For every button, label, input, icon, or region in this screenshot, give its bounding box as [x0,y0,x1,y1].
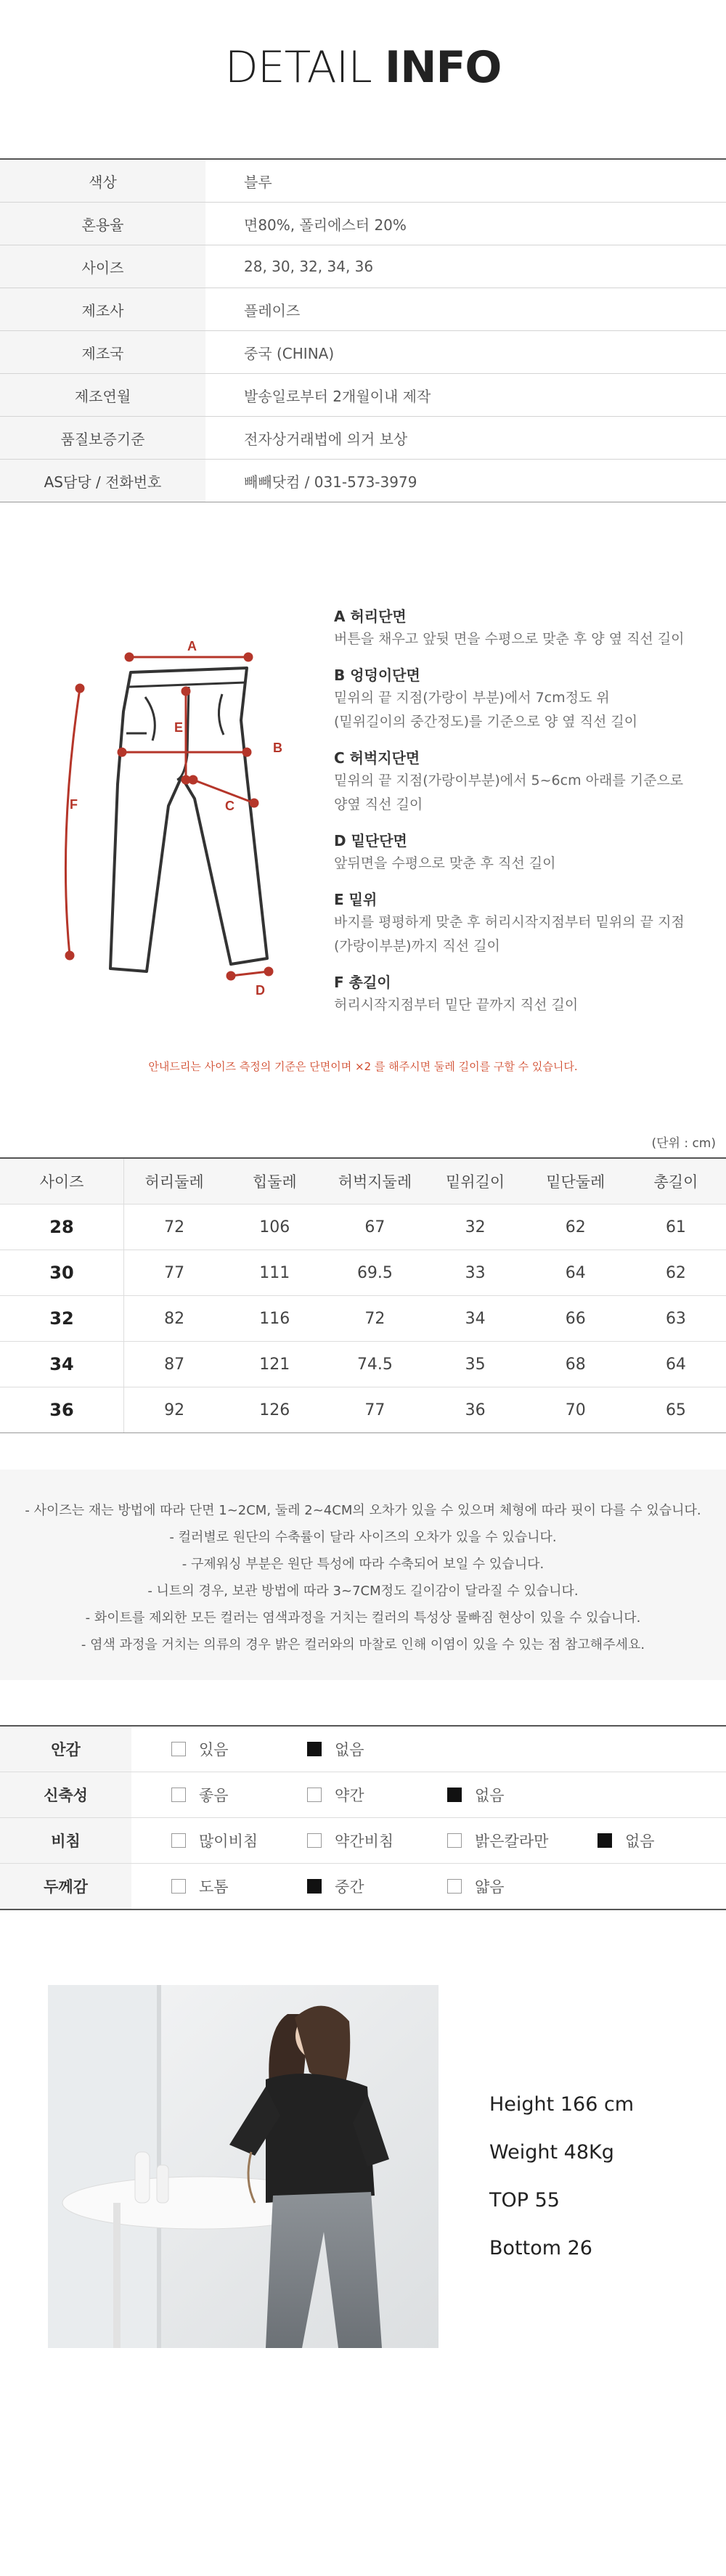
value-cell: 126 [259,1401,290,1419]
measure-desc: 양옆 직선 길이 [334,796,423,812]
value-cell: 92 [164,1401,185,1419]
checkbox-icon [171,1742,186,1756]
spec-key: 제조국 [0,331,205,373]
page-title [0,42,726,93]
notice-item: - 화이트를 제외한 모든 컬러는 염색과정을 거치는 컬러의 특성상 물빠짐 현상이 있을 수 있습니다. [85,1610,641,1626]
header-cell: 밑단둘레 [546,1173,605,1191]
model-info [489,2081,634,2273]
option-label: 밝은칼라만 [475,1833,549,1850]
checkbox-icon [171,1833,186,1848]
option-label: 도톰 [199,1878,229,1896]
table-row [0,1387,726,1433]
checkbox-checked-icon [597,1833,612,1848]
measure-item [334,664,711,734]
feel-row-sheer [0,1818,726,1864]
checkbox-icon [171,1788,186,1802]
size-cell: 36 [0,1387,124,1432]
measure-desc: 바지를 평평하게 맞춘 후 허리시작지점부터 밑위의 끝 지점 [334,914,685,930]
notice-item: - 컬러별로 원단의 수축률이 달라 사이즈의 오차가 있을 수 있습니다. [169,1530,557,1545]
diagram-label-f: F [70,797,78,812]
model-photo-illustration [48,1985,439,2348]
value-cell: 68 [565,1355,586,1374]
checkbox-checked-icon [307,1879,322,1894]
notice-item: - 사이즈는 재는 방법에 따라 단면 1~2CM, 둘레 2~4CM의 오차가 있을 수 있으며 체형에 따라 핏이 다를 수 있습니다. [25,1503,701,1518]
option-label: 좋음 [199,1787,229,1804]
value-cell: 87 [164,1355,185,1374]
table-row [0,1205,726,1250]
spec-value: 면80%, 폴리에스터 20% [244,216,407,234]
checkbox-icon [171,1879,186,1894]
checkbox-icon [447,1833,462,1848]
notice-item: - 구제워싱 부분은 원단 특성에 따라 수축되어 보일 수 있습니다. [182,1557,544,1572]
measure-desc: 앞뒤면을 수평으로 맞춘 후 직선 길이 [334,855,556,871]
value-cell: 66 [565,1309,586,1328]
value-cell: 116 [259,1309,290,1328]
checkbox-icon [307,1788,322,1802]
value-cell: 77 [364,1401,386,1419]
feel-option [447,1864,505,1909]
size-table-header [0,1159,726,1205]
header-cell: 총길이 [653,1173,698,1191]
feel-option [307,1727,364,1772]
measure-item [334,971,711,1017]
feel-key: 비침 [0,1818,131,1863]
spec-key: AS담당 / 전화번호 [0,460,205,502]
checkbox-icon [447,1879,462,1894]
measure-title: C 허벅지단면 [334,749,420,767]
spec-key: 제조연월 [0,374,205,416]
value-cell: 64 [565,1263,586,1282]
spec-key: 제조사 [0,288,205,330]
measure-title: F 총길이 [334,974,391,991]
feel-row-thickness [0,1864,726,1910]
notice-item: - 염색 과정을 거치는 의류의 경우 밝은 컬러와의 마찰로 인해 이염이 있을 수 있는 점 참고해주세요. [81,1637,645,1652]
spec-row [0,288,726,331]
title-light: DETAIL [224,42,385,93]
diagram-label-b: B [273,741,282,755]
measure-title: A 허리단면 [334,608,407,625]
value-cell: 74.5 [356,1355,393,1374]
option-label: 없음 [475,1787,505,1804]
spec-row [0,374,726,417]
measurement-guide [334,606,711,1030]
feel-key: 신축성 [0,1772,131,1817]
value-cell: 70 [565,1401,586,1419]
model-top-size: TOP 55 [489,2189,560,2212]
feel-key: 두께감 [0,1864,131,1909]
table-row [0,1296,726,1342]
spec-value: 28, 30, 32, 34, 36 [244,258,374,275]
value-cell: 34 [465,1309,486,1328]
spec-row [0,245,726,288]
value-cell: 69.5 [356,1263,393,1282]
value-cell: 65 [665,1401,686,1419]
spec-row [0,160,726,203]
measure-desc: 허리시작지점부터 밑단 끝까지 직선 길이 [334,997,579,1013]
diagram-label-c: C [225,799,234,813]
title-bold: INFO [384,42,502,93]
table-row [0,1250,726,1296]
value-cell: 36 [465,1401,486,1419]
measure-item [334,747,711,817]
value-cell: 64 [665,1355,686,1374]
feel-option [171,1727,229,1772]
checkbox-checked-icon [307,1742,322,1756]
measure-desc: 밑위의 끝 지점(가랑이 부분)에서 7cm정도 위 [334,690,610,706]
notice-box [0,1470,726,1680]
value-cell: 62 [565,1218,586,1236]
spec-row [0,460,726,502]
spec-key: 혼용율 [0,203,205,245]
measure-item [334,889,711,958]
spec-key: 색상 [0,160,205,202]
option-label: 없음 [335,1741,364,1758]
model-height: Height 166 cm [489,2093,635,2116]
spec-value: 전자상거래법에 의거 보상 [244,430,408,448]
feel-option [307,1864,364,1909]
model-bottom-size: Bottom 26 [489,2237,592,2259]
value-cell: 72 [164,1218,185,1236]
value-cell: 63 [665,1309,686,1328]
value-cell: 67 [364,1218,386,1236]
measure-title: B 엉덩이단면 [334,667,420,684]
size-cell: 28 [0,1205,124,1250]
value-cell: 82 [164,1309,185,1328]
table-row [0,1342,726,1387]
fabric-feel-table [0,1725,726,1910]
header-cell: 허벅지둘레 [338,1173,412,1191]
value-cell: 77 [164,1263,185,1282]
value-cell: 62 [665,1263,686,1282]
option-label: 얇음 [475,1878,505,1896]
diagram-label-e: E [174,720,184,735]
spec-table [0,158,726,502]
option-label: 약간비침 [335,1833,394,1850]
measure-item [334,830,711,876]
unit-label: (단위 : cm) [651,1136,716,1151]
header-cell: 허리둘레 [144,1173,204,1191]
measure-desc: 버튼을 채우고 앞뒷 면을 수평으로 맞춘 후 양 옆 직선 길이 [334,631,685,647]
measure-desc: 밑위의 끝 지점(가랑이부분)에서 5~6cm 아래를 기준으로 [334,773,684,788]
model-weight: Weight 48Kg [489,2141,614,2164]
value-cell: 32 [465,1218,486,1236]
option-label: 많이비침 [199,1833,258,1850]
checkbox-checked-icon [447,1788,462,1802]
feel-option [307,1818,393,1863]
feel-option [447,1818,548,1863]
value-cell: 121 [259,1355,290,1374]
value-cell: 111 [259,1263,290,1282]
size-measure-note: 안내드리는 사이즈 측정의 기준은 단면이며 ×2 를 해주시면 둘레 길이를 구할 수 있습니다. [148,1060,578,1073]
feel-option [307,1772,364,1817]
measure-desc: (가랑이부분)까지 직선 길이 [334,938,500,954]
option-label: 약간 [335,1787,364,1804]
spec-row [0,331,726,374]
diagram-label-d: D [256,983,265,998]
notice-item: - 니트의 경우, 보관 방법에 따라 3~7CM정도 길이감이 달라질 수 있습니다. [147,1583,579,1599]
feel-option [597,1818,655,1863]
spec-row [0,417,726,460]
option-label: 중간 [335,1878,364,1896]
spec-value: 발송일로부터 2개월이내 제작 [244,387,431,405]
size-cell: 30 [0,1250,124,1295]
size-cell: 34 [0,1342,124,1387]
measure-title: D 밑단단면 [334,832,407,849]
feel-row-lining [0,1727,726,1772]
value-cell: 106 [259,1218,290,1236]
feel-option [171,1772,229,1817]
model-photo [48,1985,439,2348]
value-cell: 35 [465,1355,486,1374]
value-cell: 61 [665,1218,686,1236]
header-cell: 밑위길이 [446,1173,505,1191]
checkbox-icon [307,1833,322,1848]
spec-row [0,203,726,245]
spec-key: 사이즈 [0,245,205,288]
header-cell: 사이즈 [0,1159,124,1204]
size-cell: 32 [0,1296,124,1341]
pants-measure-diagram [51,624,290,1002]
spec-value: 플레이즈 [244,301,301,319]
measure-item [334,606,711,651]
spec-value: 중국 (CHINA) [244,344,335,362]
feel-option [171,1818,258,1863]
measure-title: E 밑위 [334,891,378,908]
feel-option [447,1772,505,1817]
diagram-label-a: A [187,639,197,653]
spec-key: 품질보증기준 [0,417,205,459]
spec-value: 빼빼닷컴 / 031-573-3979 [244,473,417,491]
option-label: 없음 [625,1833,655,1850]
feel-row-stretch [0,1772,726,1818]
measure-desc: (밑위길이의 중간정도)를 기준으로 양 옆 직선 길이 [334,714,638,730]
value-cell: 72 [364,1309,386,1328]
option-label: 있음 [199,1741,229,1758]
spec-value: 블루 [244,173,272,191]
feel-key: 안감 [0,1727,131,1772]
value-cell: 33 [465,1263,486,1282]
header-cell: 힙둘레 [252,1173,297,1191]
feel-option [171,1864,229,1909]
size-table [0,1157,726,1433]
